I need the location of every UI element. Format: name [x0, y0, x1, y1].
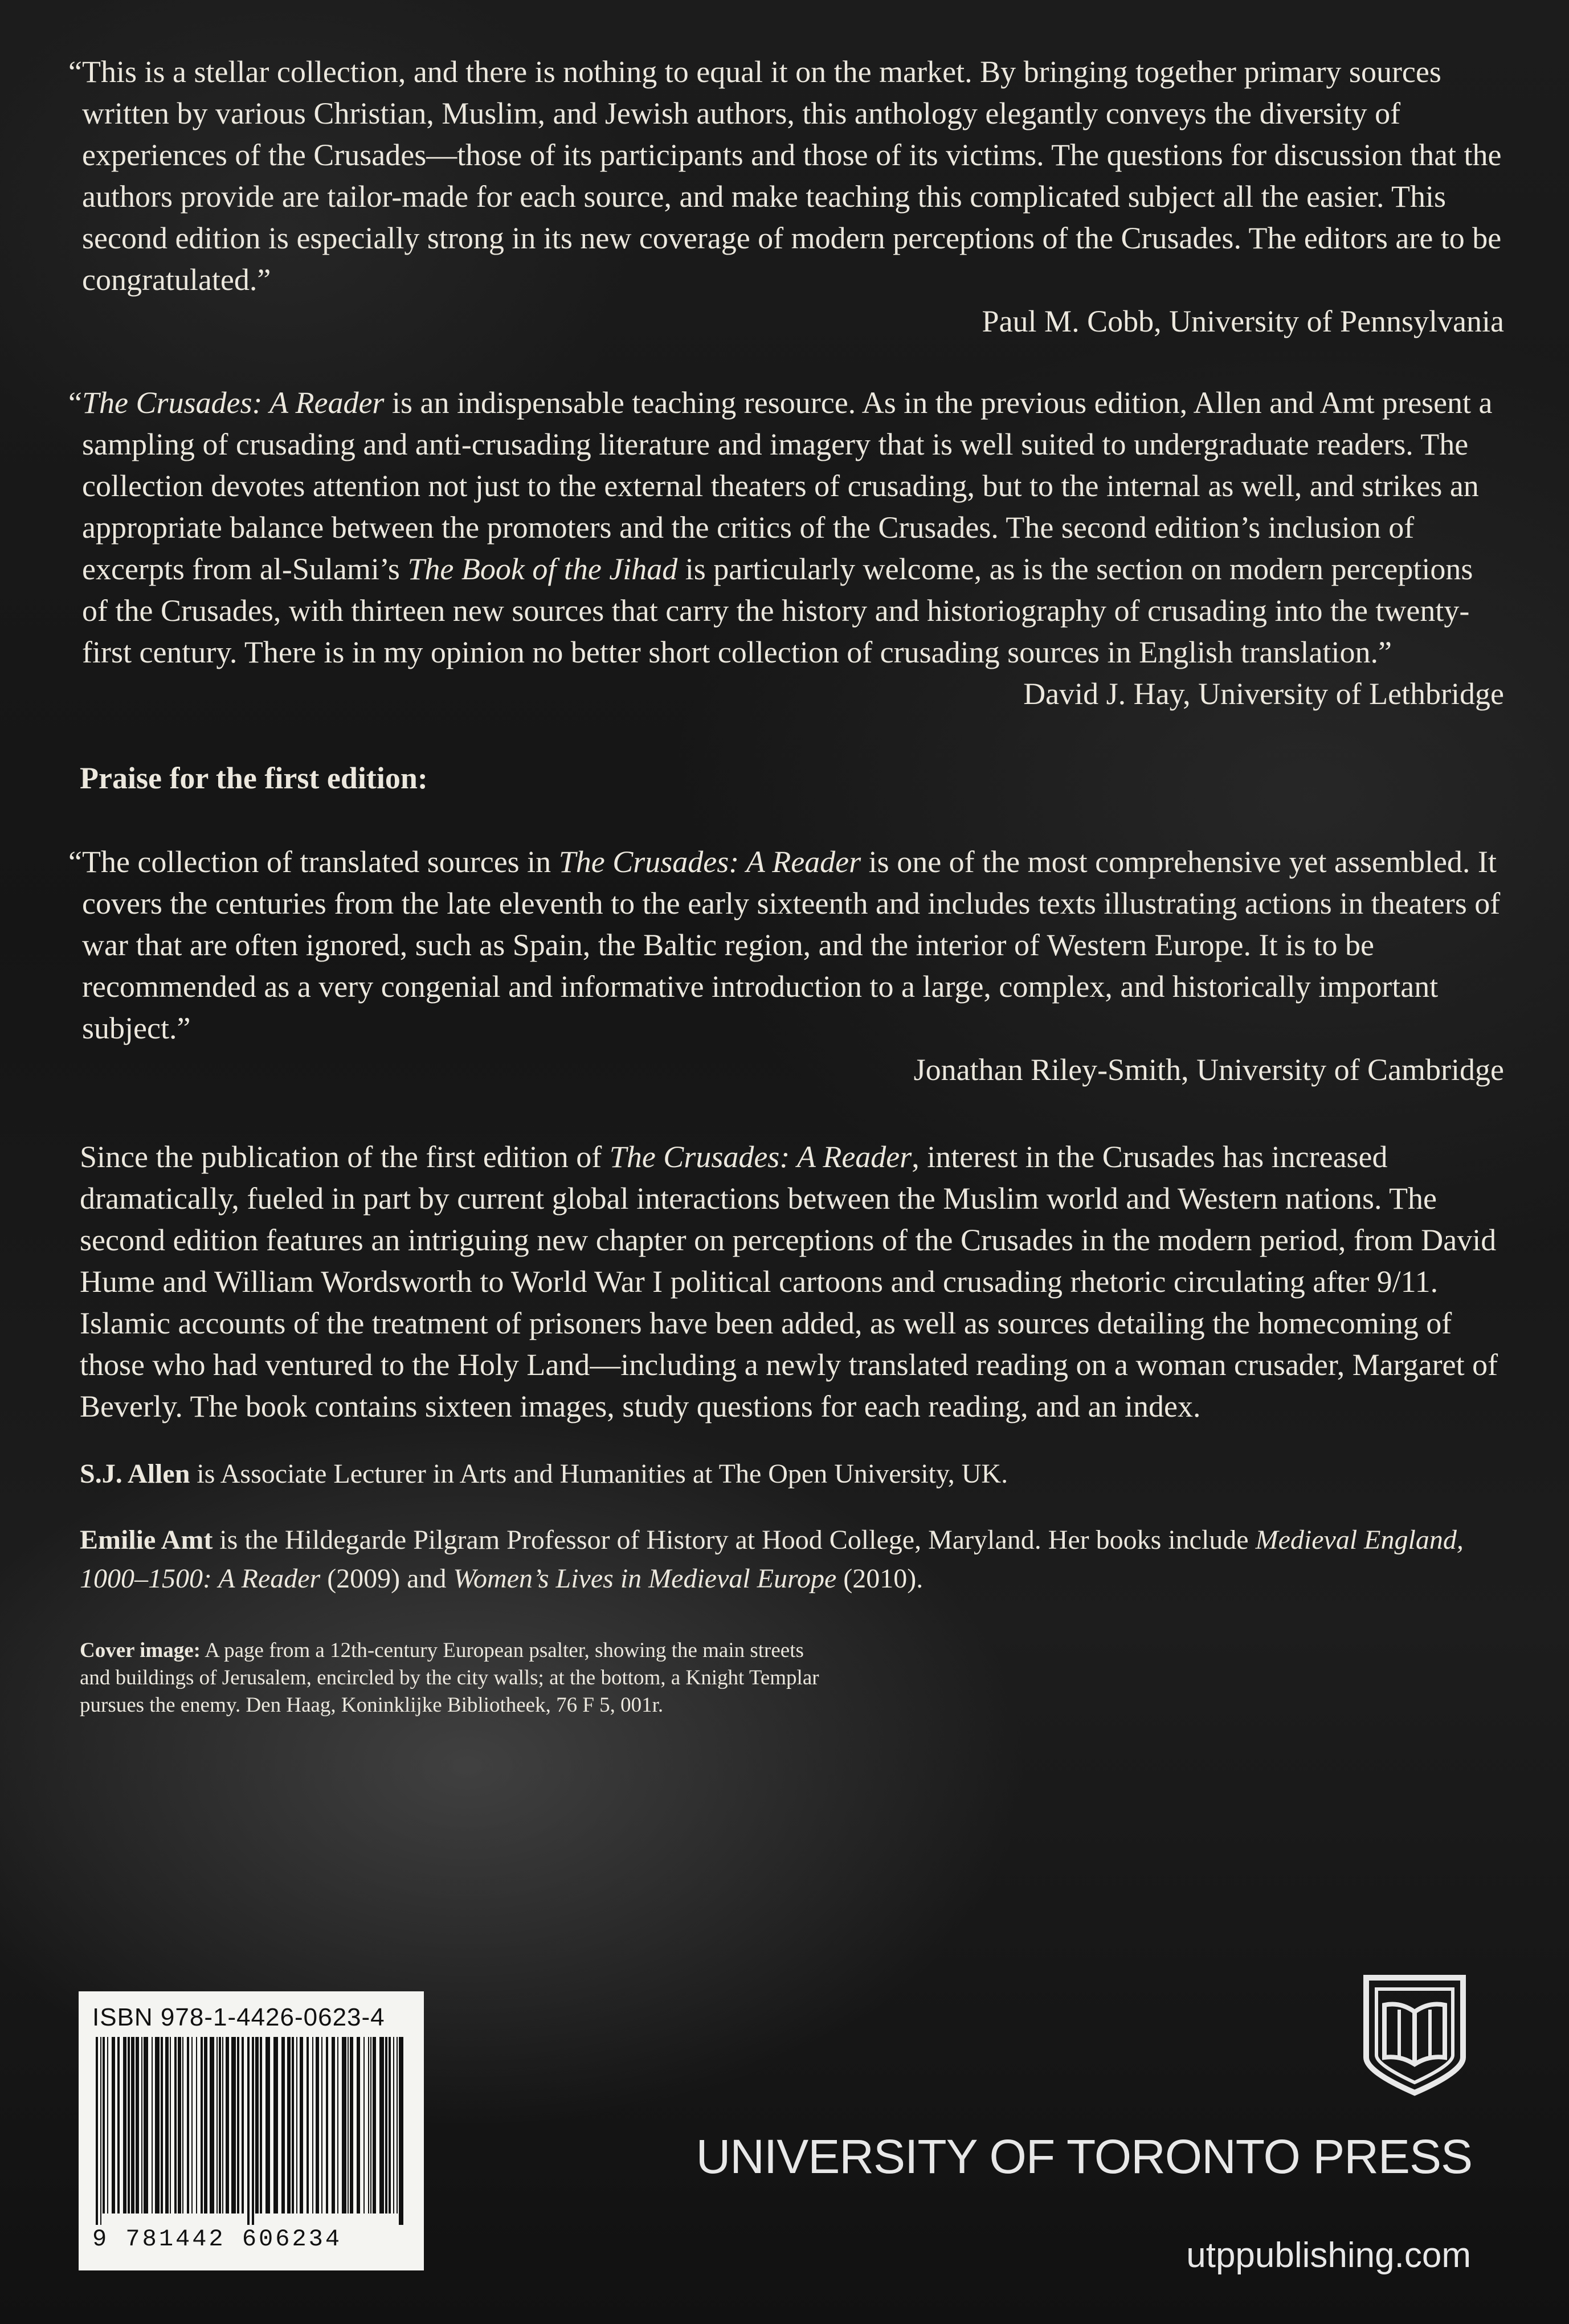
quote-hay-open: “ — [68, 386, 82, 420]
barcode-bar — [174, 2037, 177, 2213]
barcode-bar — [103, 2037, 105, 2213]
barcode-bar — [96, 2037, 98, 2225]
desc-text-b: , interest in the Crusades has increased dramatically, fueled in part by current global interactions between the Muslim world and Western nations. The second edition features an intriguing new chapter on perceptions of the Crusades in the modern period, from David Hume and William Wordsworth to World War I political cartoons and crusading rhetoric circulating after 9/11. Islamic accounts of the treatment of prisoners have been added, as well as sources detailing the homecoming of those who had ventured to the Holy Land—including a newly translated reading on a woman crusader, Margaret of Beverly. The book contains sixteen images, study questions for each reading, and an index. — [80, 1140, 1498, 1423]
barcode-bar — [210, 2037, 214, 2213]
barcode-bar — [219, 2037, 221, 2213]
bio-allen-text: is Associate Lecturer in Arts and Humanities at The Open University, UK. — [190, 1459, 1008, 1489]
back-cover-text — [68, 51, 1504, 1719]
barcode-bar — [161, 2037, 163, 2213]
quote-hay-title-2: The Book of the Jihad — [407, 552, 678, 586]
barcode-bar — [357, 2037, 360, 2213]
barcode — [92, 2037, 409, 2225]
isbn-digits: 9 781442 606234 — [92, 2225, 342, 2253]
barcode-bar — [393, 2037, 394, 2213]
barcode-bar — [389, 2037, 391, 2213]
bio-amt-name: Emilie Amt — [80, 1525, 213, 1555]
barcode-bar — [273, 2037, 278, 2213]
barcode-bar — [296, 2037, 297, 2213]
bio-amt-text-c: (2010). — [836, 1564, 924, 1594]
quote-rs-title: The Crusades: A Reader — [558, 845, 861, 879]
cover-note-label: Cover image: — [80, 1639, 201, 1662]
cover-note-text: A page from a 12th-century European psalter, showing the main streets and buildings of Jerusalem, encircled by the city walls; at the bottom, a Knight Templar pursues the enemy. Den Haag, Koninklijke Bibliotheek, 76 F 5, 001r. — [80, 1639, 819, 1717]
barcode-bar — [226, 2037, 229, 2213]
barcode-bar — [342, 2037, 346, 2213]
quote-hay-text-a: is an indispensable teaching resource. As in the previous edition, Allen and Amt present a sampling of crusading and anti-crusading literature and imagery that is well suited to undergraduate readers. The collection devotes attention not just to the external theaters of crusading, but to the internal as well, and strikes an appropriate balance between the promoters and the critics of the Crusades. The second edition’s inclusion of excerpts from al-Sulami’s — [82, 386, 1493, 586]
barcode-bar — [242, 2037, 244, 2213]
barcode-bar — [196, 2037, 197, 2213]
desc-text-a: Since the publication of the first edition of — [80, 1140, 610, 1174]
barcode-bar — [252, 2037, 254, 2225]
bio-allen — [80, 1455, 1504, 1494]
barcode-bar — [316, 2037, 319, 2213]
quote-hay-title: The Crusades: A Reader — [81, 386, 385, 420]
barcode-bar — [231, 2037, 236, 2213]
quote-riley-smith — [68, 841, 1504, 1049]
barcode-bar — [216, 2037, 218, 2213]
barcode-bar — [131, 2037, 134, 2213]
barcode-bar — [348, 2037, 349, 2213]
barcode-bar — [363, 2037, 365, 2213]
barcode-bar — [332, 2037, 335, 2213]
barcode-bar — [247, 2037, 250, 2225]
barcode-bar — [260, 2037, 262, 2213]
bio-amt-text-b: (2009) and — [320, 1564, 453, 1594]
barcode-bar — [170, 2037, 171, 2213]
praise-heading: Praise for the first edition: — [80, 761, 428, 795]
barcode-bar — [287, 2037, 291, 2213]
isbn-barcode-box — [79, 1991, 424, 2270]
barcode-bar — [237, 2037, 239, 2213]
quote-cobb — [68, 51, 1504, 301]
barcode-bar — [265, 2037, 270, 2213]
bio-amt — [80, 1521, 1504, 1598]
quote-hay — [68, 382, 1504, 673]
barcode-bar — [337, 2037, 338, 2213]
barcode-bar — [187, 2037, 189, 2213]
barcode-bar — [326, 2037, 328, 2213]
barcode-bar — [128, 2037, 130, 2213]
publisher-url[interactable]: utppublishing.com — [1186, 2236, 1471, 2275]
barcode-bar — [300, 2037, 303, 2213]
barcode-bar — [307, 2037, 309, 2213]
barcode-bar — [178, 2037, 181, 2213]
barcode-bar — [379, 2037, 384, 2213]
barcode-bar — [350, 2037, 353, 2213]
bio-amt-book-1: Medieval England, 1000–1500: A Reader — [80, 1525, 1464, 1594]
barcode-bar — [117, 2037, 120, 2213]
bio-allen-name: S.J. Allen — [80, 1459, 190, 1489]
quote-rs-text-a: “The collection of translated sources in — [68, 845, 559, 879]
barcode-bar — [399, 2037, 403, 2225]
publisher-name: UNIVERSITY OF TORONTO PRESS — [696, 2130, 1472, 2183]
quote-rs-text-b: is one of the most comprehensive yet assembled. It covers the centuries from the late eleventh to the early sixteenth and includes texts illustrating actions in theaters of war that are often ignored, such as Spain, the Baltic region, and the interior of Western Europe. It is to be recommended as a very congenial and informative introduction to a large, complex, and historically important subject.” — [82, 845, 1501, 1045]
barcode-bar — [107, 2037, 108, 2213]
barcode-bar — [204, 2037, 207, 2213]
cover-image-note — [80, 1637, 820, 1719]
barcode-bar — [191, 2037, 193, 2213]
barcode-bar — [373, 2037, 376, 2213]
barcode-bar — [281, 2037, 285, 2213]
utp-book-shield-icon — [1360, 1972, 1469, 2097]
attribution-hay: David J. Hay, University of Lethbridge — [1023, 677, 1504, 711]
isbn-label: ISBN 978-1-4426-0623-4 — [92, 2003, 385, 2031]
barcode-bar — [182, 2037, 183, 2213]
barcode-bar — [112, 2037, 115, 2213]
bio-amt-text-a: is the Hildegarde Pilgram Professor of History at Hood College, Maryland. Her books include — [213, 1525, 1256, 1555]
barcode-bar — [255, 2037, 259, 2213]
quote-cobb-text: “This is a stellar collection, and there is nothing to equal it on the market. By bringing together primary sources written by various Christian, Muslim, and Jewish authors, this anthology elegantly conveys the diversity of experiences of the Crusades—those of its participants and those of its victims. The questions for discussion that the authors provide are tailor-made for each source, and make teaching this complicated subject all the easier. This second edition is especially strong in its new coverage of modern perceptions of the Crusades. The editors are to be congratulated.” — [68, 55, 1502, 297]
barcode-bar — [136, 2037, 139, 2213]
barcode-bar — [312, 2037, 313, 2213]
barcode-bar — [397, 2037, 398, 2213]
desc-title: The Crusades: A Reader — [609, 1140, 912, 1174]
barcode-bar — [155, 2037, 160, 2213]
barcode-bar — [292, 2037, 294, 2213]
barcode-bar — [100, 2037, 101, 2225]
barcode-bar — [222, 2037, 223, 2213]
barcode-bar — [165, 2037, 169, 2213]
attribution-cobb: Paul M. Cobb, University of Pennsylvania — [982, 304, 1504, 338]
barcode-bar — [152, 2037, 153, 2213]
attribution-riley-smith: Jonathan Riley-Smith, University of Cambridge — [913, 1053, 1504, 1087]
barcode-bar — [141, 2037, 142, 2213]
quote-hay-text-b: is particularly welcome, as is the section on modern perceptions of the Crusades, with thirteen new sources that carry the history and historiography of crusading into the twenty-first century. There is in my opinion no better short collection of crusading sources in English translation.” — [82, 552, 1473, 669]
barcode-bar — [201, 2037, 203, 2213]
bio-amt-book-2: Women’s Lives in Medieval Europe — [453, 1564, 837, 1594]
barcode-bar — [368, 2037, 369, 2213]
barcode-bar — [321, 2037, 322, 2213]
book-description — [80, 1136, 1504, 1427]
barcode-bar — [385, 2037, 387, 2213]
barcode-bar — [123, 2037, 126, 2213]
barcode-bar — [144, 2037, 148, 2213]
barcode-bar — [370, 2037, 371, 2213]
